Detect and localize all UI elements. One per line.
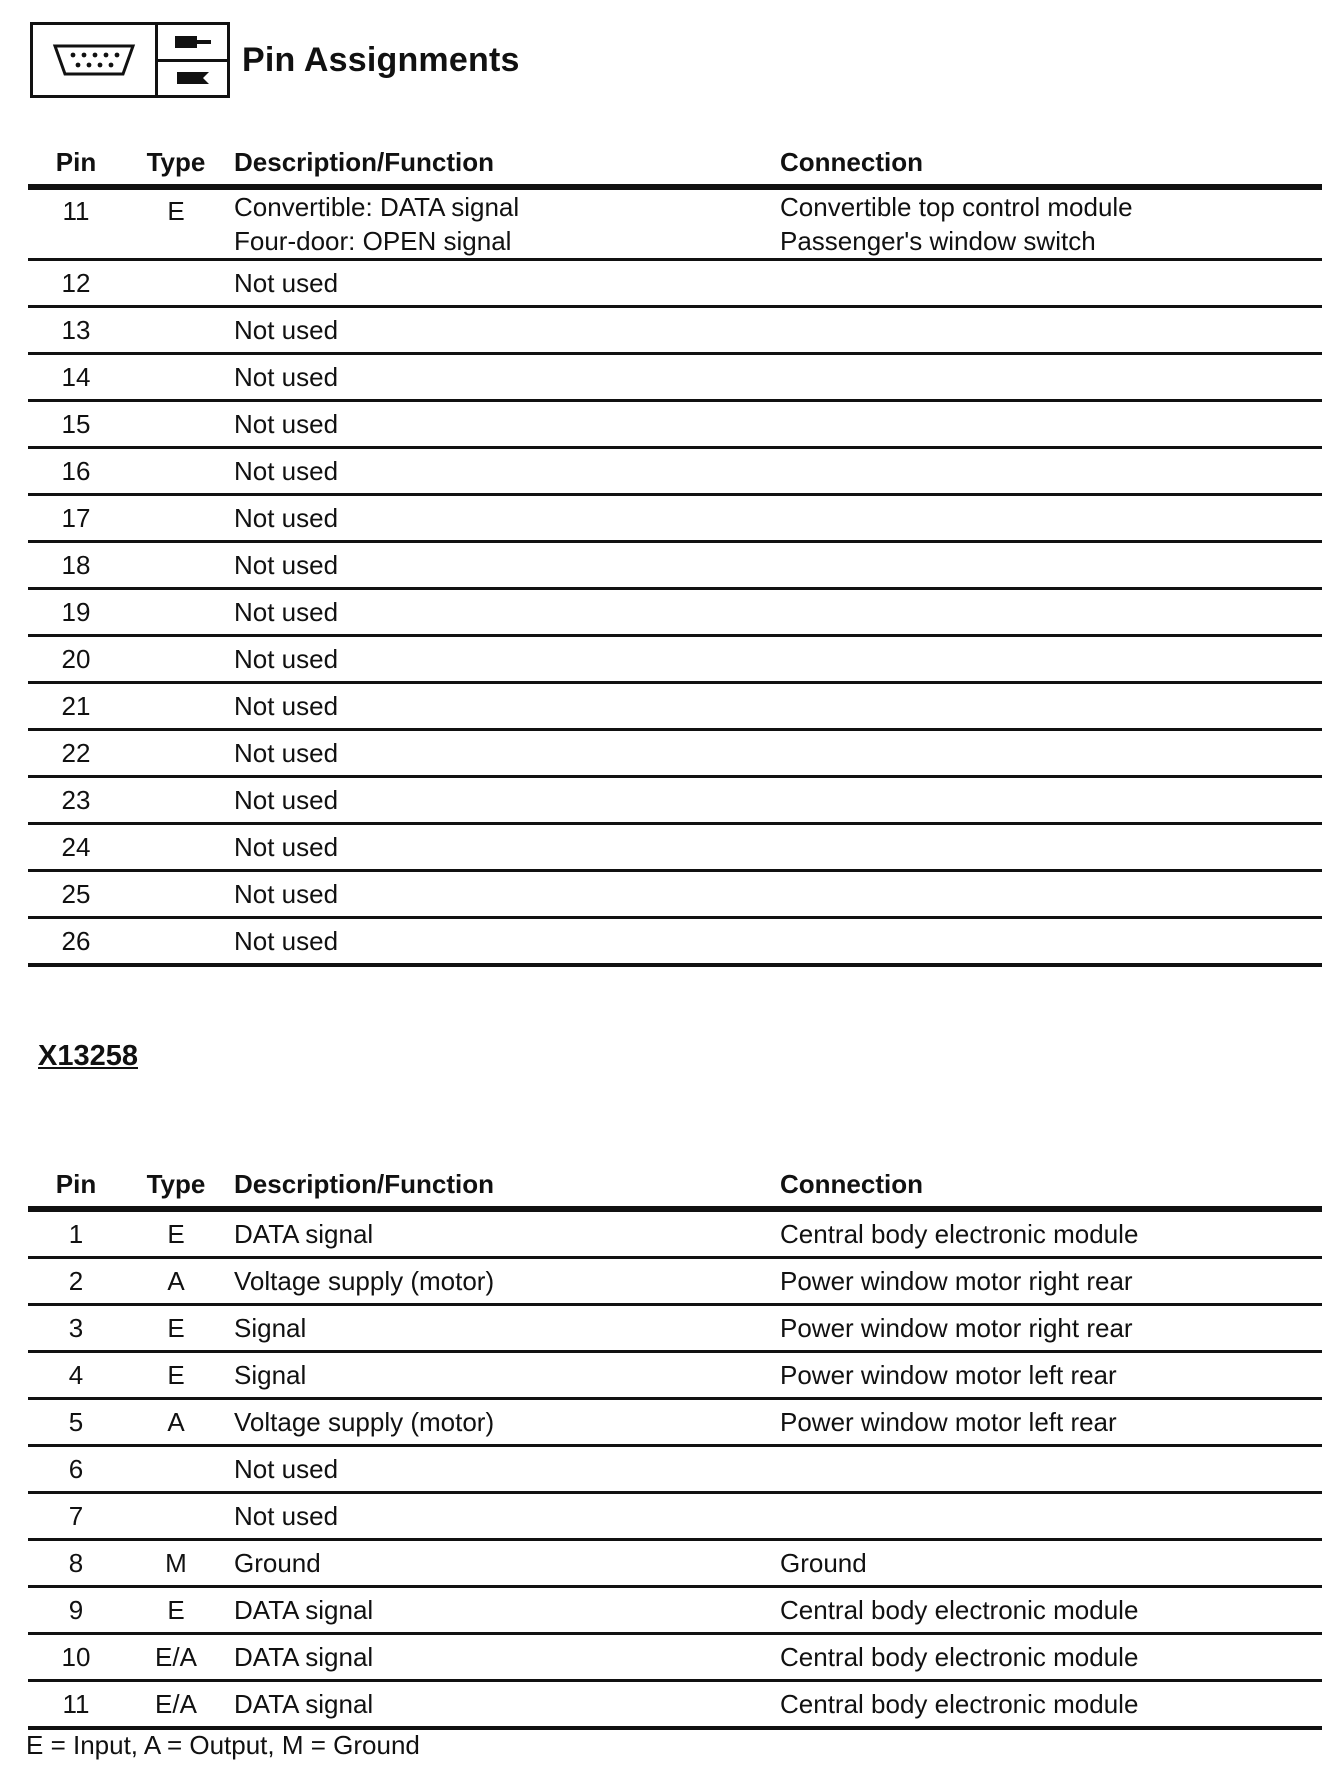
table-row [28, 1209, 1322, 1258]
description-cell: Signal [228, 1352, 780, 1399]
pin-table-2 [28, 1160, 1322, 1730]
connection-line: Passenger's window switch [780, 226, 1096, 256]
table-row [28, 1540, 1322, 1587]
description-cell [228, 187, 780, 260]
connection-cell [780, 354, 1322, 401]
pin-cell: 8 [28, 1540, 124, 1587]
pin-cell: 23 [28, 777, 124, 824]
connection-cell: Power window motor right rear [780, 1305, 1322, 1352]
description-cell: Signal [228, 1305, 780, 1352]
header-connection: Connection [780, 1160, 1322, 1209]
pin-cell: 1 [28, 1209, 124, 1258]
type-cell [124, 636, 228, 683]
pin-cell: 4 [28, 1352, 124, 1399]
header-pin: Pin [28, 138, 124, 187]
connection-cell: Central body electronic module [780, 1681, 1322, 1729]
type-cell: E [124, 1352, 228, 1399]
type-cell: E/A [124, 1681, 228, 1729]
type-cell [124, 824, 228, 871]
connection-cell [780, 1446, 1322, 1493]
table-row [28, 871, 1322, 918]
type-cell [124, 730, 228, 777]
type-cell: E [124, 187, 228, 260]
description-cell: Not used [228, 542, 780, 589]
pin-cell: 21 [28, 683, 124, 730]
page-title: Pin Assignments [242, 40, 520, 79]
connection-cell [780, 636, 1322, 683]
type-cell [124, 401, 228, 448]
header-description: Description/Function [228, 1160, 780, 1209]
table-row [28, 1446, 1322, 1493]
type-cell [124, 260, 228, 307]
description-cell: DATA signal [228, 1209, 780, 1258]
table-row [28, 1634, 1322, 1681]
connection-cell [780, 1493, 1322, 1540]
description-cell: Voltage supply (motor) [228, 1258, 780, 1305]
description-cell: DATA signal [228, 1587, 780, 1634]
section-title: X13258 [38, 1040, 138, 1072]
pin-cell: 24 [28, 824, 124, 871]
table-row [28, 1399, 1322, 1446]
header-description: Description/Function [228, 138, 780, 187]
table-row [28, 683, 1322, 730]
type-cell [124, 871, 228, 918]
connection-cell: Central body electronic module [780, 1209, 1322, 1258]
pin-cell: 25 [28, 871, 124, 918]
table-row [28, 354, 1322, 401]
connection-cell [780, 401, 1322, 448]
pin-cell: 18 [28, 542, 124, 589]
legend-text: E = Input, A = Output, M = Ground [26, 1730, 420, 1760]
table-row [28, 1305, 1322, 1352]
table-header-row [28, 138, 1322, 187]
table-row [28, 636, 1322, 683]
header-type: Type [124, 1160, 228, 1209]
table-row [28, 1258, 1322, 1305]
table-row [28, 777, 1322, 824]
description-cell: Not used [228, 495, 780, 542]
pin-cell: 19 [28, 589, 124, 636]
header-type: Type [124, 138, 228, 187]
table-row [28, 730, 1322, 777]
pin-cell: 20 [28, 636, 124, 683]
type-cell [124, 683, 228, 730]
type-cell [124, 777, 228, 824]
connection-cell [780, 542, 1322, 589]
description-cell: Not used [228, 777, 780, 824]
connection-cell: Power window motor right rear [780, 1258, 1322, 1305]
table-row [28, 1352, 1322, 1399]
connection-cell [780, 187, 1322, 260]
pin-cell: 2 [28, 1258, 124, 1305]
connection-cell [780, 683, 1322, 730]
connection-cell: Ground [780, 1540, 1322, 1587]
header-connection: Connection [780, 138, 1322, 187]
table-row [28, 1493, 1322, 1540]
connection-cell [780, 918, 1322, 966]
connection-cell [780, 824, 1322, 871]
pin-cell: 17 [28, 495, 124, 542]
header-pin: Pin [28, 1160, 124, 1209]
connection-cell [780, 589, 1322, 636]
pin-cell: 14 [28, 354, 124, 401]
description-line: Four-door: OPEN signal [234, 226, 512, 256]
connection-cell [780, 495, 1322, 542]
description-cell: Not used [228, 1493, 780, 1540]
type-cell: E [124, 1209, 228, 1258]
table-row [28, 824, 1322, 871]
description-cell: Not used [228, 401, 780, 448]
type-cell [124, 1493, 228, 1540]
type-cell [124, 495, 228, 542]
connection-cell [780, 448, 1322, 495]
connection-cell [780, 260, 1322, 307]
plug-out-icon [171, 68, 215, 88]
type-cell: E [124, 1587, 228, 1634]
table-header-row [28, 1160, 1322, 1209]
pin-cell: 6 [28, 1446, 124, 1493]
description-cell: Ground [228, 1540, 780, 1587]
connection-cell [780, 871, 1322, 918]
connection-cell: Power window motor left rear [780, 1352, 1322, 1399]
type-cell [124, 307, 228, 354]
pin-cell: 5 [28, 1399, 124, 1446]
connection-cell: Central body electronic module [780, 1634, 1322, 1681]
pin-cell: 11 [28, 187, 124, 260]
table-row [28, 187, 1322, 260]
type-cell: E [124, 1305, 228, 1352]
connection-line: Convertible top control module [780, 192, 1133, 222]
type-cell [124, 1446, 228, 1493]
type-cell [124, 448, 228, 495]
type-cell: M [124, 1540, 228, 1587]
pin-cell: 3 [28, 1305, 124, 1352]
type-cell [124, 354, 228, 401]
table-row [28, 307, 1322, 354]
description-cell: Not used [228, 307, 780, 354]
pin-cell: 10 [28, 1634, 124, 1681]
table-row [28, 542, 1322, 589]
description-cell: Not used [228, 260, 780, 307]
description-cell: Not used [228, 636, 780, 683]
description-cell: Not used [228, 448, 780, 495]
table-row [28, 495, 1322, 542]
table-row [28, 589, 1322, 636]
pin-assignment-symbol [30, 22, 230, 98]
description-line: Convertible: DATA signal [234, 192, 520, 222]
description-cell: Not used [228, 683, 780, 730]
connector-icon [49, 40, 139, 80]
connection-cell [780, 307, 1322, 354]
pin-cell: 16 [28, 448, 124, 495]
description-cell: Not used [228, 730, 780, 777]
type-cell: A [124, 1399, 228, 1446]
connection-cell: Power window motor left rear [780, 1399, 1322, 1446]
connection-cell: Central body electronic module [780, 1587, 1322, 1634]
description-cell: Not used [228, 871, 780, 918]
table-row [28, 260, 1322, 307]
description-cell: Not used [228, 1446, 780, 1493]
pin-cell: 12 [28, 260, 124, 307]
table-row [28, 448, 1322, 495]
pin-cell: 7 [28, 1493, 124, 1540]
description-cell: Voltage supply (motor) [228, 1399, 780, 1446]
description-cell: Not used [228, 918, 780, 966]
pin-cell: 22 [28, 730, 124, 777]
type-cell: E/A [124, 1634, 228, 1681]
pin-cell: 26 [28, 918, 124, 966]
type-cell [124, 589, 228, 636]
pin-cell: 15 [28, 401, 124, 448]
description-cell: DATA signal [228, 1681, 780, 1729]
pin-cell: 9 [28, 1587, 124, 1634]
description-cell: Not used [228, 824, 780, 871]
connection-cell [780, 777, 1322, 824]
description-cell: Not used [228, 354, 780, 401]
page-header [30, 18, 520, 102]
table-row [28, 1587, 1322, 1634]
table-row [28, 401, 1322, 448]
pin-cell: 11 [28, 1681, 124, 1729]
type-cell [124, 918, 228, 966]
type-cell [124, 542, 228, 589]
description-cell: Not used [228, 589, 780, 636]
table-row [28, 1681, 1322, 1729]
table-row [28, 918, 1322, 966]
plug-in-icon [171, 32, 215, 52]
type-cell: A [124, 1258, 228, 1305]
connection-cell [780, 730, 1322, 777]
pin-table-1 [28, 138, 1322, 967]
description-cell: DATA signal [228, 1634, 780, 1681]
pin-cell: 13 [28, 307, 124, 354]
